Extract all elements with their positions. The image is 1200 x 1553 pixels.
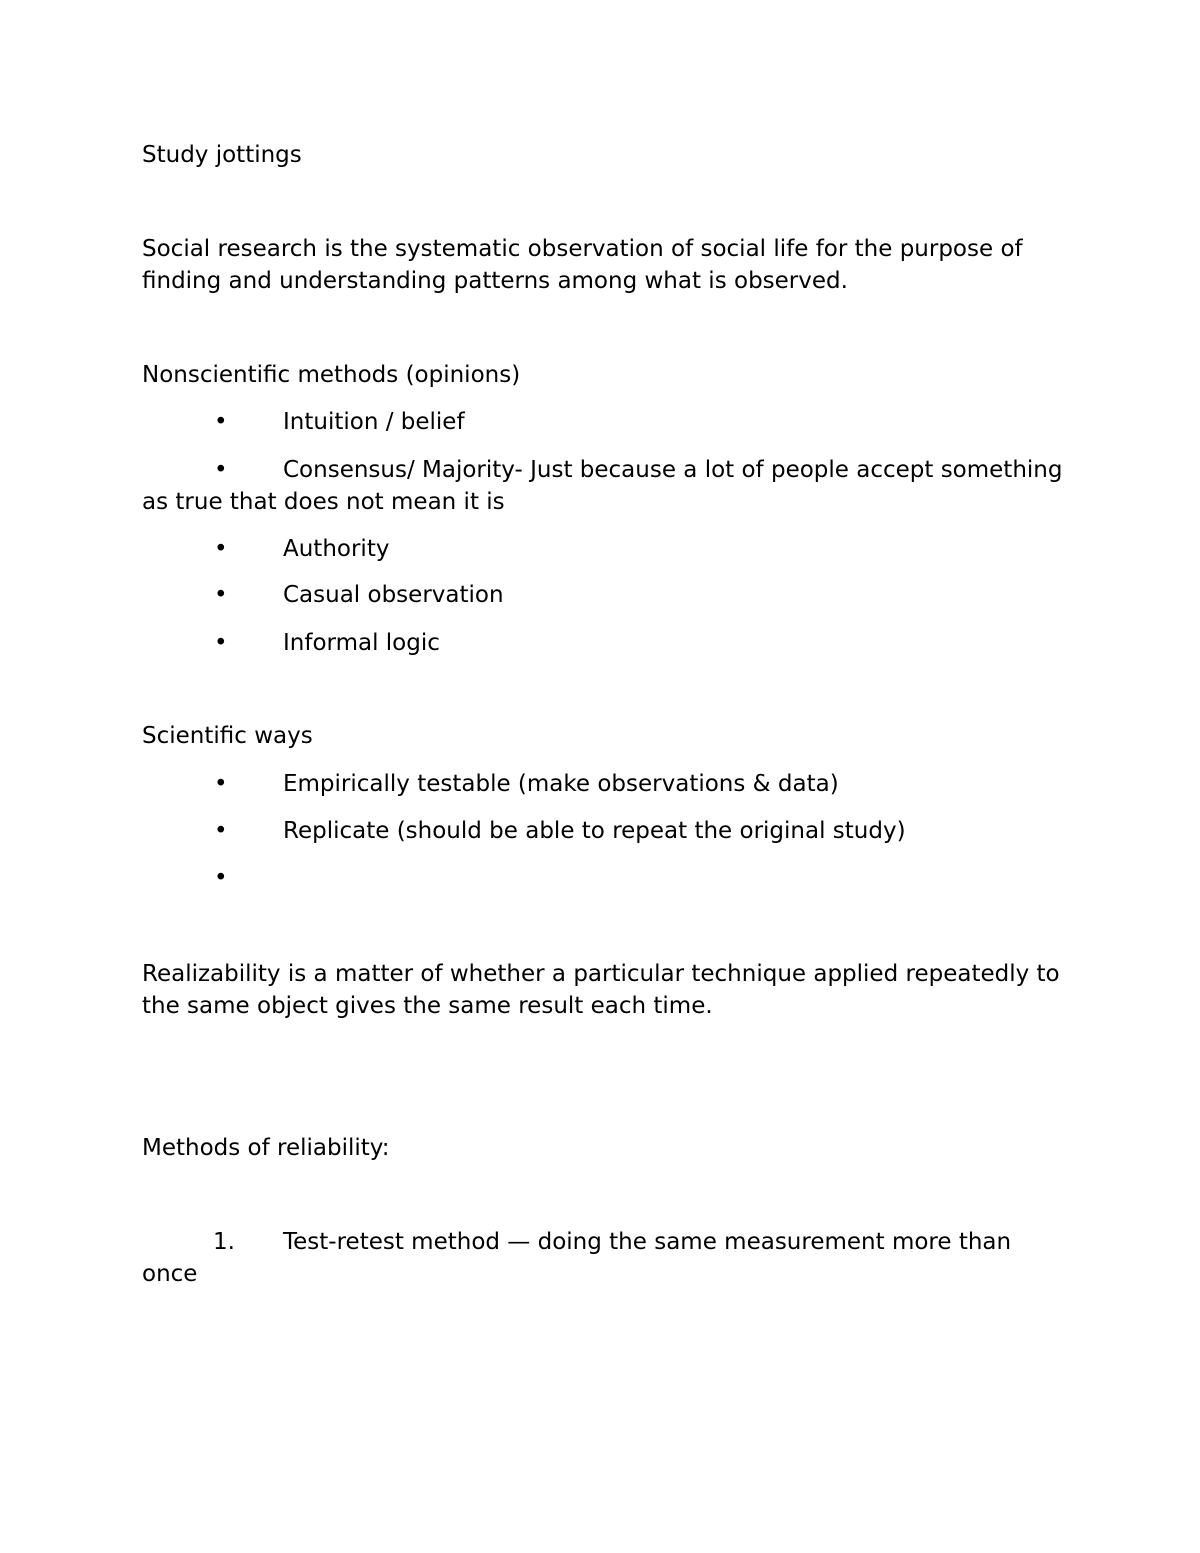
document-title: Study jottings [142,142,302,168]
nonscientific-heading: Nonscientific methods (opinions) [142,362,521,388]
bullet-marker: • [214,630,228,656]
bullet-marker: • [214,457,228,483]
list-item-text: Empirically testable (make observations & data) [283,771,839,797]
intro-paragraph: Social research is the systematic observation of social life for the purpose of finding and understanding patterns among what is observed. [142,236,1030,294]
list-item [142,407,1072,439]
list-number: 1. [213,1229,235,1255]
list-item [142,816,1072,848]
list-item-text: Authority [283,536,390,562]
list-item [142,580,1072,612]
reliability-heading: Methods of reliability: [142,1135,390,1161]
bullet-marker: • [214,818,228,844]
scientific-heading: Scientific ways [142,723,313,749]
bullet-marker: • [214,771,228,797]
list-item [142,628,1072,660]
list-item [142,455,1072,518]
list-item-text: Test-retest method — doing the same measurement more than once [142,1229,1012,1287]
bullet-marker: • [214,409,228,435]
bullet-marker: • [214,582,228,608]
bullet-marker: • [214,865,228,891]
list-item [142,534,1072,566]
list-item-text: Casual observation [283,582,504,608]
realizability-paragraph: Realizability is a matter of whether a particular technique applied repeatedly to the same object gives the same result each time. [142,961,1067,1019]
numbered-list-item [142,1227,1072,1290]
list-item-text: Replicate (should be able to repeat the original study) [283,818,906,844]
list-item-text: Informal logic [283,630,440,656]
list-item-text: Intuition / belief [283,409,465,435]
bullet-marker: • [214,536,228,562]
list-item-text: Consensus/ Majority- Just because a lot of people accept something as true that does not mean it is [142,457,1063,515]
list-item [142,769,1072,801]
